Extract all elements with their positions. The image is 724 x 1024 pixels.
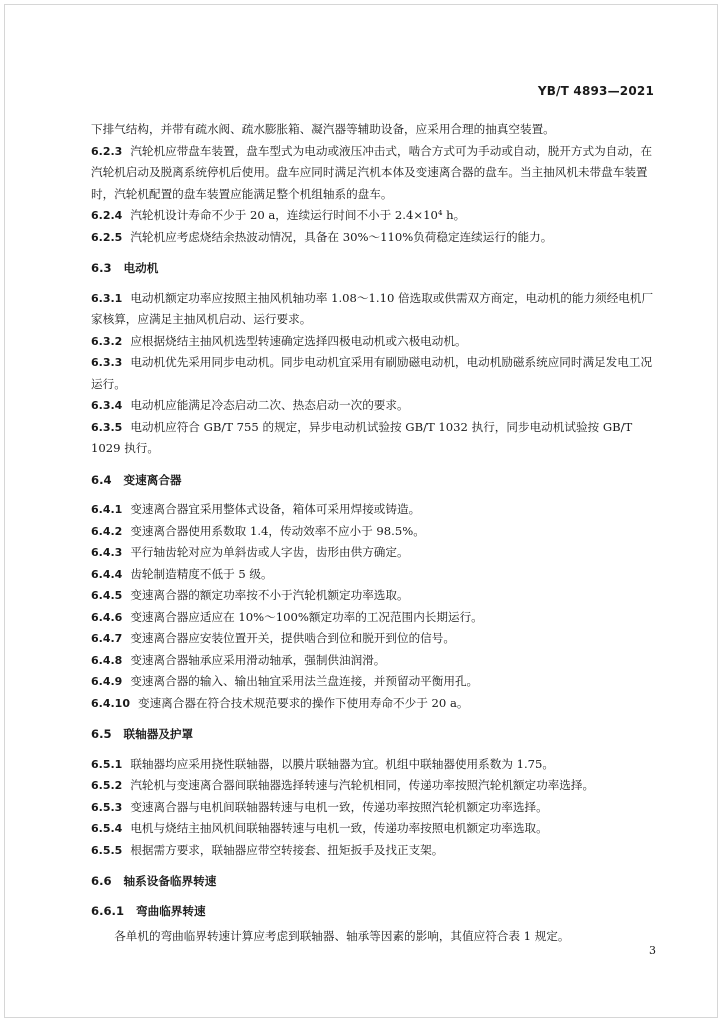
section-title: 电动机	[123, 261, 159, 275]
clause-text: 汽轮机应考虑烧结余热波动情况，具备在 30%～110%负荷稳定连续运行的能力。	[130, 229, 553, 244]
standard-id-header: YB/T 4893—2021	[537, 84, 654, 98]
clause-6-3-3	[91, 352, 661, 395]
clause-text: 电动机优先采用同步电动机。同步电动机宜采用有刷励磁电动机，电动机励磁系统应同时满足发电工况运行。	[91, 355, 653, 391]
clause-6-2-4	[91, 205, 661, 227]
section-number: 6.3	[91, 261, 112, 275]
clause-text: 变速离合器宜采用整体式设备，箱体可采用焊接或铸造。	[130, 502, 421, 516]
clause-6-4-1	[91, 499, 661, 521]
clause-number: 6.3.2	[91, 334, 123, 348]
clause-number: 6.5.2	[91, 779, 123, 792]
section-number: 6.6	[91, 874, 112, 888]
clause-number: 6.3.5	[91, 420, 123, 434]
clause-number: 6.2.4	[91, 209, 123, 222]
clause-number: 6.4.3	[91, 546, 123, 559]
clause-6-5-3	[91, 797, 661, 819]
clause-text: 变速离合器轴承应采用滑动轴承，强制供油润滑。	[130, 652, 386, 667]
section-title: 联轴器及护罩	[123, 727, 194, 741]
clause-number: 6.2.5	[91, 230, 123, 244]
clause-number: 6.4.7	[91, 632, 123, 645]
clause-number: 6.4.4	[91, 567, 123, 581]
clause-number: 6.5.4	[91, 822, 123, 835]
clause-text: 变速离合器在符合技术规范要求的操作下使用寿命不少于 20 a。	[137, 695, 469, 710]
section-title: 轴系设备临界转速	[123, 874, 217, 888]
clause-number: 6.3.4	[91, 399, 123, 412]
clause-6-4-3	[91, 542, 661, 564]
section-number: 6.5	[91, 727, 112, 741]
section-heading-6-5	[91, 724, 661, 746]
clause-number: 6.5.1	[91, 757, 123, 771]
clause-number: 6.4.6	[91, 610, 123, 624]
clause-text: 应根据烧结主抽风机选型转速确定选择四极电动机或六极电动机。	[130, 333, 467, 348]
paragraph-text: 下排气结构，并带有疏水阀、疏水膨胀箱、凝汽器等辅助设备，应采用合理的抽真空装置。	[91, 122, 555, 136]
clause-number: 6.3.1	[91, 291, 123, 305]
clause-text: 汽轮机与变速离合器间联轴器选择转速与汽轮机相同，传递功率按照汽轮机额定功率选择。	[130, 778, 595, 792]
clause-number: 6.4.10	[91, 696, 130, 710]
clause-text: 齿轮制造精度不低于 5 级。	[130, 566, 273, 581]
section-heading-6-4	[91, 470, 661, 492]
clause-text: 电机与烧结主抽风机间联轴器转速与电机一致，传递功率按照电机额定功率选取。	[130, 821, 548, 835]
clause-6-4-6	[91, 607, 661, 629]
section-number: 6.4	[91, 472, 112, 487]
clause-6-4-2	[91, 521, 661, 543]
clause-text: 根据需方要求，联轴器应带空转接套、扭矩扳手及找正支架。	[130, 842, 444, 857]
section-heading-6-3	[91, 258, 661, 280]
clause-6-5-5	[91, 840, 661, 862]
subsection-number: 6.6.1	[91, 903, 125, 918]
clause-6-4-9	[91, 671, 661, 693]
clause-text: 变速离合器与电机间联轴器转速与电机一致，传递功率按照汽轮机额定功率选择。	[130, 799, 548, 814]
clause-6-3-5	[91, 417, 661, 460]
clause-text: 变速离合器应安装位置开关，提供啮合到位和脱开到位的信号。	[130, 631, 455, 645]
clause-number: 6.4.8	[91, 653, 123, 667]
clause-6-3-4	[91, 395, 661, 417]
clause-number: 6.4.2	[91, 524, 123, 538]
clause-6-2-5	[91, 227, 661, 249]
clause-text: 电动机应符合 GB/T 755 的规定，异步电动机试验按 GB/T 1032 执行，同步电动机试验按 GB/T 1029 执行。	[91, 419, 633, 455]
clause-number: 6.4.1	[91, 503, 123, 516]
clause-6-4-10	[91, 693, 661, 715]
clause-6-5-2	[91, 775, 661, 797]
clause-text: 汽轮机应带盘车装置，盘车型式为电动或液压冲击式，啮合方式可为手动或自动，脱开方式为自动，在汽轮机启动及脱离系统停机后使用。盘车应同时满足汽机本体及变速离合器的盘车。当主抽风机未带盘车装置时，汽轮机配置的盘车装置应能满足整个机组轴系的盘车。	[91, 143, 653, 201]
clause-text: 电动机额定功率应按照主抽风机轴功率 1.08～1.10 倍选取或供需双方商定，电动机的能力须经电机厂家核算，应满足主抽风机启动、运行要求。	[91, 290, 654, 326]
clause-number: 6.4.9	[91, 675, 123, 688]
clause-text: 联轴器均应采用挠性联轴器，以膜片联轴器为宜。机组中联轴器使用系数为 1.75。	[130, 756, 555, 771]
section-title: 变速离合器	[123, 472, 182, 487]
clause-text: 平行轴齿轮对应为单斜齿或人字齿，齿形由供方确定。	[130, 545, 409, 559]
clause-text: 变速离合器的输入、输出轴宜采用法兰盘连接，并预留动平衡用孔。	[130, 674, 479, 688]
clause-number: 6.3.3	[91, 356, 123, 369]
subsection-title: 弯曲临界转速	[136, 903, 206, 918]
clause-text: 变速离合器应适应在 10%～100%额定功率的工况范围内长期运行。	[130, 609, 483, 624]
clause-number: 6.2.3	[91, 144, 123, 158]
clause-6-4-4	[91, 564, 661, 586]
clause-text: 汽轮机设计寿命不少于 20 a，连续运行时间不小于 2.4×10⁴ h。	[130, 208, 466, 222]
page-number: 3	[649, 944, 656, 957]
section-heading-6-6	[91, 871, 661, 893]
clause-6-2-3	[91, 141, 661, 206]
clause-6-5-4	[91, 818, 661, 840]
clause-6-3-2	[91, 331, 661, 353]
clause-text: 变速离合器的额定功率按不小于汽轮机额定功率选取。	[130, 588, 409, 602]
clause-6-5-1	[91, 754, 661, 776]
body-paragraph: 各单机的弯曲临界转速计算应考虑到联轴器、轴承等因素的影响，其值应符合表 1 规定。	[114, 929, 570, 943]
clause-6-3-1	[91, 288, 661, 331]
paragraph-continuation	[91, 119, 661, 141]
clause-number: 6.5.5	[91, 843, 123, 857]
clause-number: 6.4.5	[91, 589, 123, 602]
clause-6-4-8	[91, 650, 661, 672]
clause-6-4-5	[91, 585, 661, 607]
clause-text: 变速离合器使用系数取 1.4，传动效率不应小于 98.5%。	[130, 523, 425, 538]
clause-6-4-7	[91, 628, 661, 650]
clause-text: 电动机应能满足冷态启动二次、热态启动一次的要求。	[130, 398, 409, 412]
subsection-heading-6-6-1	[91, 901, 661, 923]
document-body	[91, 119, 661, 948]
clause-number: 6.5.3	[91, 800, 123, 814]
